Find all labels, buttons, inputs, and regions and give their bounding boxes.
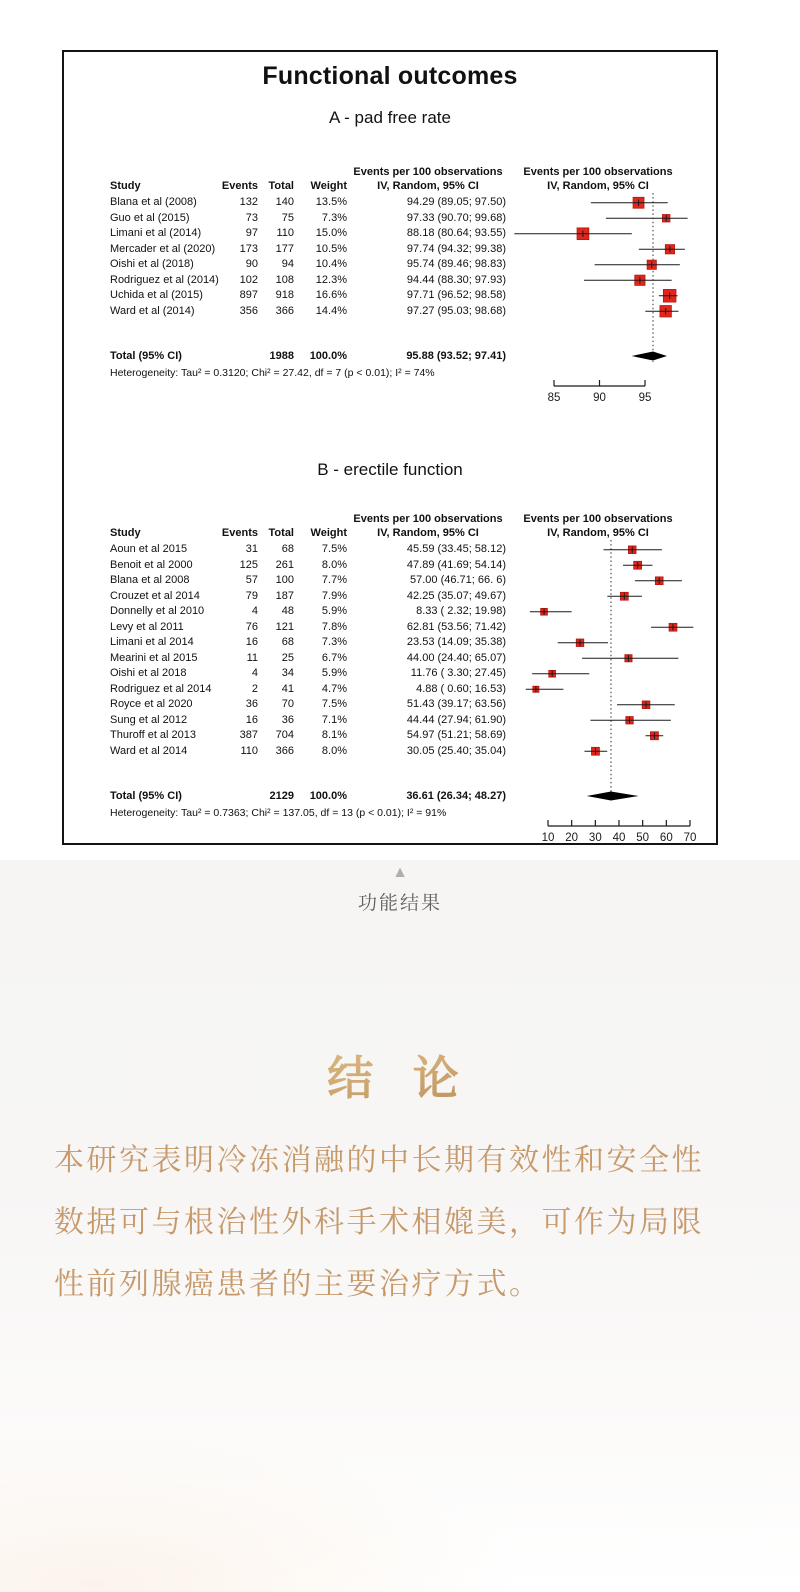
total-value: 94 xyxy=(281,258,294,270)
conclusion-paragraph xyxy=(54,1130,748,1316)
events-value: 173 xyxy=(239,242,258,255)
panel-a-forest-plot xyxy=(108,165,714,415)
x-axis-tick-label: 60 xyxy=(659,832,673,844)
weight-value: 5.9% xyxy=(321,605,347,617)
weight-value: 7.8% xyxy=(321,620,347,633)
total-value: 70 xyxy=(281,698,294,710)
x-axis-tick-label: 10 xyxy=(541,832,555,844)
total-value: 108 xyxy=(275,273,294,286)
plot-column-header: Events per 100 observations xyxy=(523,513,673,525)
conclusion-heading: 结 论 xyxy=(0,1042,800,1108)
events-value: 102 xyxy=(239,273,258,286)
x-axis-tick-label: 70 xyxy=(683,832,697,844)
weight-value: 14.4% xyxy=(315,304,347,317)
conclusion-line: 数据可与根治性外科手术相媲美，可作为局限 xyxy=(54,1206,704,1239)
total-row-ci-text: 36.61 (26.34; 48.27) xyxy=(406,790,506,802)
weight-value: 7.9% xyxy=(321,589,347,602)
events-value: 57 xyxy=(245,574,258,586)
forest-plot-graphic xyxy=(505,165,714,414)
events-value: 36 xyxy=(245,698,258,710)
total-value: 48 xyxy=(281,605,294,617)
total-value: 41 xyxy=(281,682,294,695)
weight-column-header: Weight xyxy=(310,180,347,192)
study-name: Benoit et al 2000 xyxy=(110,558,193,571)
total-value: 187 xyxy=(275,589,294,602)
ci-text: 42.25 (35.07; 49.67) xyxy=(406,589,506,602)
events-value: 110 xyxy=(240,744,258,757)
total-column-header: Total xyxy=(268,527,294,539)
ci-text: 11.76 ( 3.30; 27.45) xyxy=(410,667,506,679)
x-axis-tick-label: 95 xyxy=(638,392,652,404)
ci-text: 23.53 (14.09; 35.38) xyxy=(406,636,506,648)
pooled-diamond xyxy=(587,792,639,801)
total-value: 177 xyxy=(275,242,294,255)
ci-text: 30.05 (25.40; 35.04) xyxy=(406,744,506,757)
total-value: 704 xyxy=(275,729,294,741)
forest-plot-graphic xyxy=(505,512,714,854)
total-value: 100 xyxy=(275,574,294,586)
study-name: Donnelly et al 2010 xyxy=(110,605,205,617)
plot-column-subheader: IV, Random, 95% CI xyxy=(547,527,649,539)
weight-value: 7.7% xyxy=(321,574,347,586)
events-value: 79 xyxy=(245,589,258,602)
events-value: 11 xyxy=(246,651,258,664)
study-name: Limani et al 2014 xyxy=(110,636,194,648)
study-name: Levy et al 2011 xyxy=(110,620,184,633)
study-name: Blana et al (2008) xyxy=(110,196,197,208)
study-name: Oishi et al (2018) xyxy=(110,258,194,270)
events-value: 90 xyxy=(245,258,258,270)
total-value: 918 xyxy=(275,289,294,301)
ci-text: 97.27 (95.03; 98.68) xyxy=(406,304,506,317)
total-value: 34 xyxy=(281,667,294,679)
ci-text: 47.89 (41.69; 54.14) xyxy=(406,558,506,571)
ci-text: 97.74 (94.32; 99.38) xyxy=(406,242,506,255)
weight-value: 7.5% xyxy=(321,698,347,710)
ci-column-header: Events per 100 observations xyxy=(353,513,503,525)
study-name: Royce et al 2020 xyxy=(110,698,193,710)
total-value: 121 xyxy=(275,620,294,633)
ci-text: 97.71 (96.52; 98.58) xyxy=(406,289,506,301)
total-row-ci-text: 95.88 (93.52; 97.41) xyxy=(406,350,506,362)
weight-value: 10.5% xyxy=(315,242,347,255)
total-row-total: 2129 xyxy=(269,790,294,802)
ci-text: 54.97 (51.21; 58.69) xyxy=(406,729,506,741)
ci-text: 95.74 (89.46; 98.83) xyxy=(406,258,506,270)
weight-value: 4.7% xyxy=(321,682,347,695)
weight-value: 7.1% xyxy=(321,713,347,726)
study-name: Ward et al (2014) xyxy=(110,304,195,317)
study-name: Oishi et al 2018 xyxy=(110,667,187,679)
x-axis-tick-label: 50 xyxy=(636,832,650,844)
study-name: Mearini et al 2015 xyxy=(110,651,198,664)
study-name: Uchida et al (2015) xyxy=(110,289,203,301)
study-name: Rodriguez et al (2014) xyxy=(110,273,219,286)
study-name: Guo et al (2015) xyxy=(110,211,190,224)
weight-value: 5.9% xyxy=(321,667,347,679)
weight-value: 7.3% xyxy=(321,211,347,224)
heterogeneity-text: Heterogeneity: Tau² = 0.7363; Chi² = 137.05, df = 13 (p < 0.01); I² = 91% xyxy=(110,807,447,819)
events-value: 31 xyxy=(245,543,258,555)
study-name: Ward et al 2014 xyxy=(110,744,188,757)
study-column-header: Study xyxy=(110,180,141,192)
ci-column-header: Events per 100 observations xyxy=(353,166,503,178)
study-name: Mercader et al (2020) xyxy=(110,242,216,255)
study-name: Blana et al 2008 xyxy=(110,574,190,586)
weight-value: 7.5% xyxy=(321,543,347,555)
conclusion-line: 本研究表明冷冻消融的中长期有效性和安全性 xyxy=(54,1144,704,1177)
weight-column-header: Weight xyxy=(310,527,347,539)
total-row-label: Total (95% CI) xyxy=(110,790,182,802)
ci-text: 4.88 ( 0.60; 16.53) xyxy=(416,682,506,695)
x-axis-tick-label: 40 xyxy=(612,832,626,844)
total-value: 68 xyxy=(281,543,294,555)
events-value: 16 xyxy=(245,713,258,726)
plot-column-subheader: IV, Random, 95% CI xyxy=(547,180,649,192)
x-axis-tick-label: 30 xyxy=(588,832,602,844)
weight-value: 8.0% xyxy=(321,558,347,571)
events-value: 16 xyxy=(245,636,258,648)
events-value: 97 xyxy=(245,227,258,239)
ci-text: 8.33 ( 2.32; 19.98) xyxy=(416,605,506,617)
study-column-header: Study xyxy=(110,527,141,539)
ci-text: 94.29 (89.05; 97.50) xyxy=(406,196,506,208)
total-value: 68 xyxy=(281,636,294,648)
ci-text: 44.00 (24.40; 65.07) xyxy=(406,651,506,664)
study-name: Aoun et al 2015 xyxy=(110,543,188,555)
events-value: 387 xyxy=(239,729,258,741)
total-row-weight: 100.0% xyxy=(309,350,347,362)
weight-value: 8.1% xyxy=(321,729,347,741)
total-value: 75 xyxy=(281,211,294,224)
events-value: 2 xyxy=(251,682,258,695)
study-name: Limani et al (2014) xyxy=(110,227,202,239)
weight-value: 6.7% xyxy=(321,651,347,664)
ci-text: 45.59 (33.45; 58.12) xyxy=(406,543,506,555)
events-value: 897 xyxy=(239,289,258,301)
study-name: Rodriguez et al 2014 xyxy=(110,682,212,695)
events-column-header: Events xyxy=(221,527,258,539)
ci-text: 44.44 (27.94; 61.90) xyxy=(406,713,506,726)
total-column-header: Total xyxy=(268,180,294,192)
ci-text: 94.44 (88.30; 97.93) xyxy=(406,273,506,286)
events-value: 4 xyxy=(251,667,258,679)
weight-value: 7.3% xyxy=(321,636,347,648)
background-gradient-accent xyxy=(0,1430,520,1592)
events-value: 132 xyxy=(239,196,258,208)
total-row-label: Total (95% CI) xyxy=(110,350,182,362)
study-name: Sung et al 2012 xyxy=(110,713,188,726)
forest-plot-figure xyxy=(62,50,718,845)
events-value: 356 xyxy=(239,304,258,317)
study-name: Thuroff et al 2013 xyxy=(110,729,197,741)
plot-column-header: Events per 100 observations xyxy=(523,166,673,178)
panel-b-forest-plot xyxy=(108,512,714,857)
events-value: 4 xyxy=(251,605,258,617)
events-column-header: Events xyxy=(221,180,258,192)
weight-value: 13.5% xyxy=(315,196,347,208)
ci-column-subheader: IV, Random, 95% CI xyxy=(377,180,479,192)
weight-value: 12.3% xyxy=(315,273,347,286)
panel-b-title: B - erectile function xyxy=(317,460,463,479)
events-value: 125 xyxy=(239,558,258,571)
total-value: 110 xyxy=(276,227,294,239)
total-value: 261 xyxy=(275,558,294,571)
weight-value: 10.4% xyxy=(315,258,347,270)
total-row-weight: 100.0% xyxy=(309,790,347,802)
study-name: Crouzet et al 2014 xyxy=(110,589,200,602)
panel-a-title: A - pad free rate xyxy=(329,108,451,127)
ci-text: 57.00 (46.71; 66. 6) xyxy=(409,574,506,586)
total-row-total: 1988 xyxy=(269,350,294,362)
pooled-diamond xyxy=(632,352,667,361)
total-value: 140 xyxy=(275,196,294,208)
ci-text: 62.81 (53.56; 71.42) xyxy=(406,620,506,633)
total-value: 366 xyxy=(275,744,294,757)
heterogeneity-text: Heterogeneity: Tau² = 0.3120; Chi² = 27.42, df = 7 (p < 0.01); I² = 74% xyxy=(110,367,435,379)
weight-value: 8.0% xyxy=(321,744,347,757)
ci-text: 88.18 (80.64; 93.55) xyxy=(406,227,506,239)
conclusion-line: 性前列腺癌患者的主要治疗方式。 xyxy=(54,1268,542,1301)
ci-text: 51.43 (39.17; 63.56) xyxy=(406,698,506,710)
total-value: 25 xyxy=(281,651,294,664)
events-value: 73 xyxy=(245,211,258,224)
x-axis-tick-label: 20 xyxy=(565,832,579,844)
figure-caption: 功能结果 xyxy=(357,893,442,914)
ci-text: 97.33 (90.70; 99.68) xyxy=(406,211,506,224)
weight-value: 15.0% xyxy=(315,227,347,239)
ci-column-subheader: IV, Random, 95% CI xyxy=(377,527,479,539)
collapse-arrow-icon[interactable]: ▲ xyxy=(392,864,408,881)
figure-title: Functional outcomes xyxy=(262,62,518,90)
x-axis-tick-label: 85 xyxy=(547,392,561,404)
x-axis-tick-label: 90 xyxy=(593,392,606,404)
total-value: 36 xyxy=(281,713,294,726)
total-value: 366 xyxy=(275,304,294,317)
weight-value: 16.6% xyxy=(315,289,347,301)
events-value: 76 xyxy=(245,620,258,633)
